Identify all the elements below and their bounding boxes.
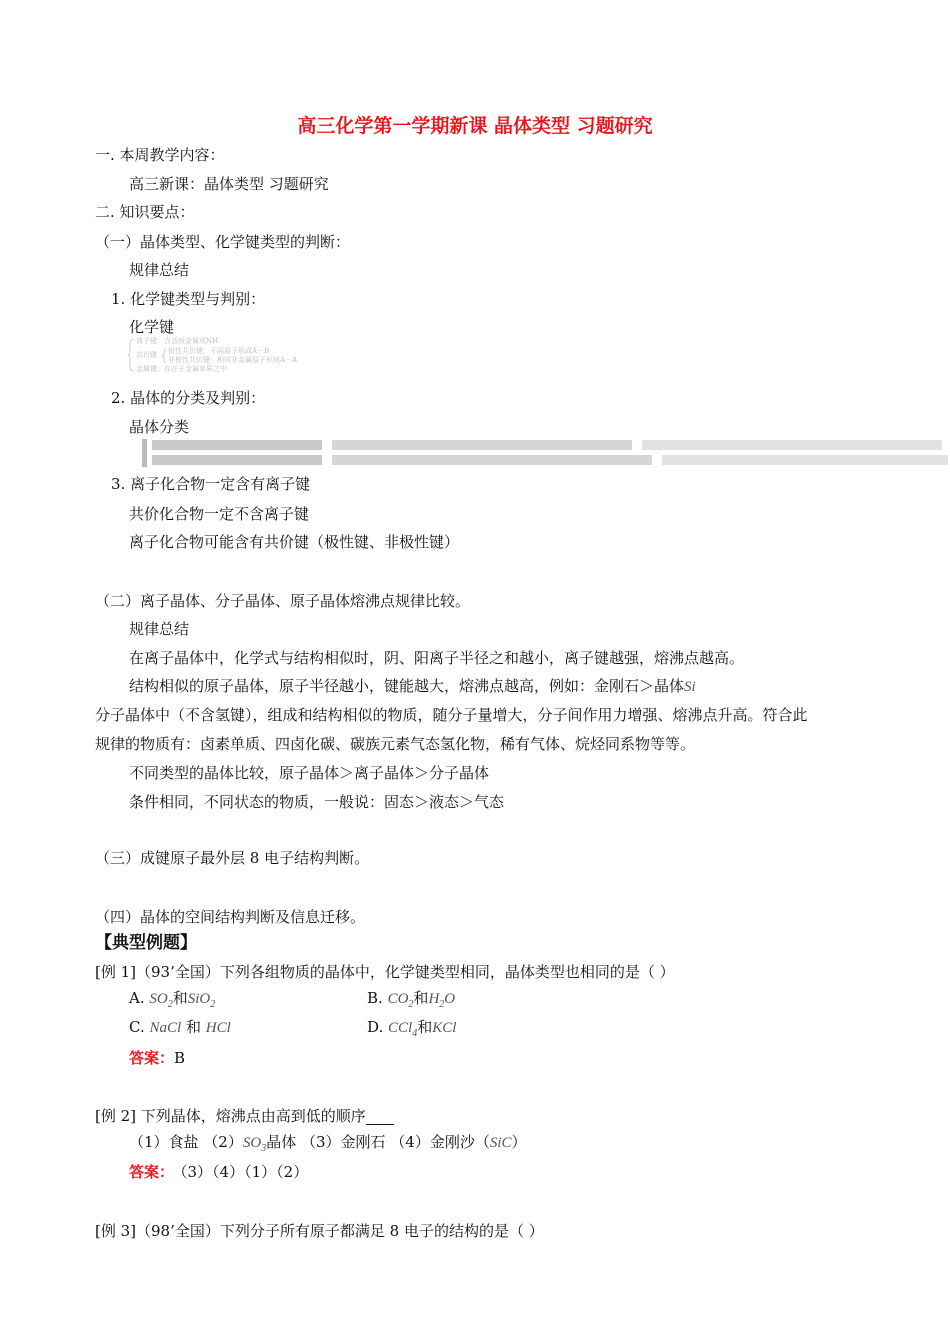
formula-subscript: 4 (412, 1028, 418, 1039)
subsection-3-heading: （三）成键原子最外层 8 电子结构判断。 (95, 849, 370, 867)
item-3-line-3: 离子化合物可能含有共价键（极性键、非极性键） (129, 533, 460, 551)
ionic-bond-row: 离子键：含活泼金属或NH (136, 337, 219, 345)
formula-h2o: H (428, 991, 440, 1007)
option-text-3: ） (511, 1133, 527, 1151)
formula-subscript: 2 (408, 999, 414, 1010)
formula-hcl: HCl (205, 1020, 231, 1036)
formula-sic: SiC (489, 1135, 512, 1151)
rule-summary-label: 规律总结 (129, 261, 190, 279)
ionic-crystal-rule: 在离子晶体中，化学式与结构相似时，阴、阳离子半径之和越小，离子键越强，熔沸点越高。 (129, 649, 745, 667)
example-2-stem-text: [例 2] 下列晶体，熔沸点由高到低的顺序 (95, 1107, 366, 1125)
example-2-stem (95, 1107, 394, 1125)
and-word: 和 (172, 989, 188, 1007)
example-2-options (129, 1133, 527, 1158)
answer-value: B (174, 1049, 186, 1067)
section-1-heading: 一. 本周教学内容： (95, 146, 225, 164)
crystal-classification-image (142, 437, 948, 469)
blurred-figure-icon (142, 437, 948, 469)
example-1-answer (129, 1049, 185, 1067)
and-word: 和 (413, 989, 429, 1007)
subsection-4-heading: （四）晶体的空间结构判断及信息迁移。 (95, 908, 366, 926)
item-1: 1. 化学键类型与判别： (111, 290, 266, 308)
section-2-heading: 二. 知识要点： (95, 203, 195, 221)
subsection-2-heading: （二）离子晶体、分子晶体、原子晶体熔沸点规律比较。 (95, 592, 471, 610)
formula-nacl: NaCl (149, 1020, 182, 1036)
and-word: 和 (185, 1018, 201, 1036)
molecular-crystal-rule-line-2: 规律的物质有：卤素单质、四卤化碳、碳族元素气态氢化物，稀有气体、烷烃同系物等等。 (95, 735, 696, 753)
crystal-type-comparison: 不同类型的晶体比较，原子晶体＞离子晶体＞分子晶体 (129, 764, 490, 782)
example-1-option-d (367, 1018, 456, 1043)
example-3-stem: [例 3]（98’全国）下列分子所有原子都满足 8 电子的结构的是（ ） (95, 1222, 544, 1240)
formula-subscript: 3 (261, 1143, 267, 1154)
example-1-option-a (129, 989, 215, 1014)
examples-heading: 【典型例题】 (95, 933, 197, 953)
atomic-crystal-rule-text: 结构相似的原子晶体，原子半径越小，键能越大，熔沸点越高，例如：金刚石＞晶体 (129, 677, 685, 695)
covalent-bond-label: 共价键 (136, 351, 157, 359)
option-d-label: D. (367, 1018, 384, 1036)
formula-kcl: KCl (432, 1020, 457, 1036)
nonpolar-bond-row: 非极性共价键：相同非金属原子形成A－A (168, 356, 298, 364)
example-1-option-b (367, 989, 455, 1014)
atomic-crystal-rule (129, 677, 696, 696)
crystal-classification-label: 晶体分类 (129, 418, 190, 436)
and-word: 和 (417, 1018, 433, 1036)
formula-subscript: 2 (167, 999, 173, 1010)
example-2-answer (129, 1163, 308, 1181)
answer-label: 答案： (129, 1049, 175, 1067)
item-3: 3. 离子化合物一定含有离子键 (111, 475, 311, 493)
formula-co2: CO (387, 991, 409, 1007)
option-text-1: （1）食盐 （2） (129, 1133, 243, 1151)
section-1-content: 高三新课：晶体类型 习题研究 (129, 175, 329, 193)
option-b-label: B. (367, 989, 383, 1007)
item-2: 2. 晶体的分类及判别： (111, 389, 266, 407)
option-c-label: C. (129, 1018, 145, 1036)
example-1-option-c (129, 1018, 231, 1037)
option-a-label: A. (129, 989, 145, 1007)
bond-classification-diagram (128, 337, 388, 373)
subsection-1-heading: （一）晶体类型、化学键类型的判断： (95, 233, 351, 251)
option-text-2: 晶体 （3）金刚石 （4）金刚沙（ (266, 1133, 490, 1151)
si-formula: Si (684, 679, 696, 695)
formula-subscript: 2 (439, 999, 445, 1010)
answer-value: （3）（4）（1）（2） (180, 1163, 309, 1181)
formula-h2o-o: O (444, 991, 456, 1007)
formula-so2: SO (149, 991, 168, 1007)
example-1-stem: [例 1]（93’全国）下列各组物质的晶体中，化学键类型相同，晶体类型也相同的是（ ） (95, 963, 675, 981)
formula-so3: SO (242, 1135, 262, 1151)
polar-bond-row: 极性共价键：不同原子形成A－B (168, 347, 270, 355)
document-title: 高三化学第一学期新课 晶体类型 习题研究 (297, 115, 653, 137)
formula-sio2: SiO (187, 991, 211, 1007)
answer-blank (366, 1108, 394, 1125)
metallic-bond-row: 金属键：存在于金属单质之中 (136, 365, 227, 373)
molecular-crystal-rule: 分子晶体中（不含氢键），组成和结构相似的物质，随分子量增大，分子间作用力增强、熔沸点升高。符合此 (95, 706, 808, 724)
chem-bond-label: 化学键 (129, 318, 175, 336)
formula-subscript: 2 (210, 999, 216, 1010)
state-comparison: 条件相同，不同状态的物质，一般说：固态＞液态＞气态 (129, 793, 505, 811)
rule-summary-label-2: 规律总结 (129, 620, 190, 638)
formula-ccl4: CCl (388, 1020, 413, 1036)
item-3-line-2: 共价化合物一定不含离子键 (129, 505, 310, 523)
answer-label: 答案： (129, 1163, 175, 1181)
